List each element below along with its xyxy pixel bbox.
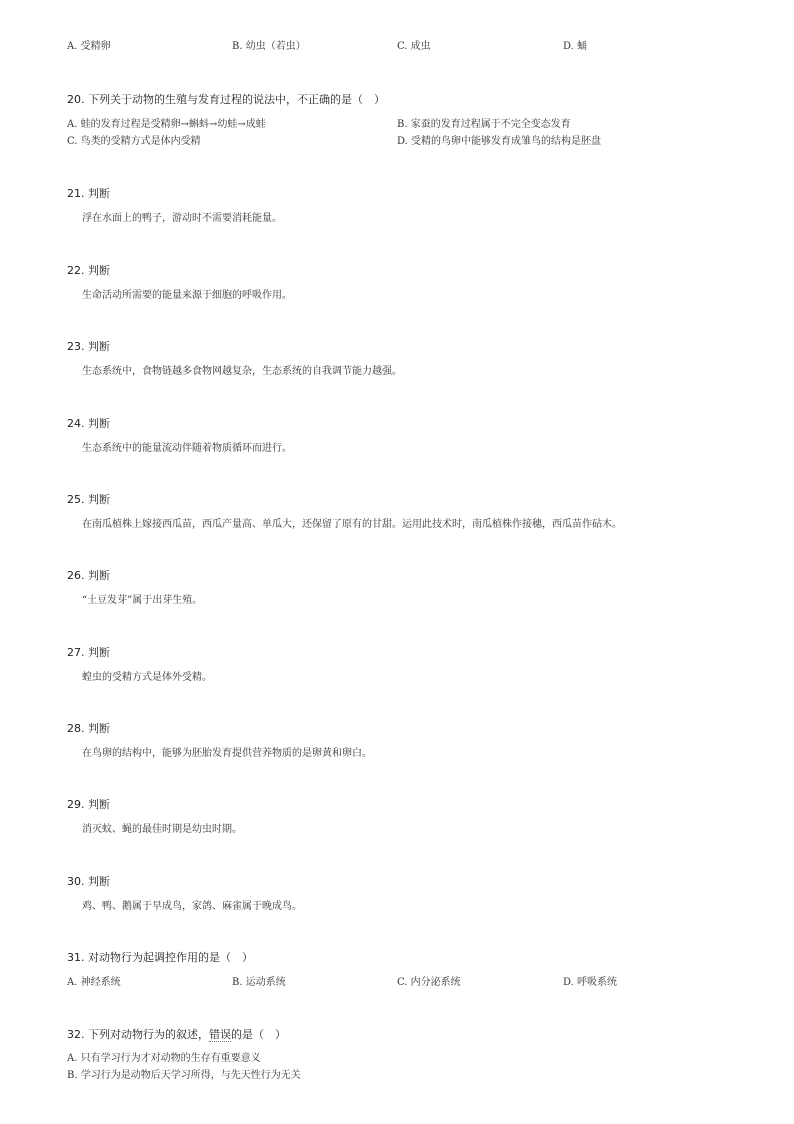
q29-title: 29. 判断 [67,798,110,811]
q23-title: 23. 判断 [67,340,110,353]
q24-title: 24. 判断 [67,417,110,430]
q21-statement: 浮在水面上的鸭子，游动时不需要消耗能量。 [82,213,282,224]
q31-option-b: B. 运动系统 [232,977,286,988]
q31-option-c: C. 内分泌系统 [397,977,461,988]
q21-title: 21. 判断 [67,187,110,200]
q19-option-c: C. 成虫 [397,41,431,52]
q31-title: 31. 对动物行为起调控作用的是（ ） [67,951,253,964]
q26-title: 26. 判断 [67,569,110,582]
q27-statement: 蝗虫的受精方式是体外受精。 [82,672,212,683]
q26-statement: “土豆发芽”属于出芽生殖。 [82,595,203,606]
q31-option-d: D. 呼吸系统 [563,977,618,988]
q32-title-tail: 的是（ ） [231,1028,286,1041]
q20-option-b: B. 家蚕的发育过程属于不完全变态发育 [397,119,571,130]
q19-option-d: D. 蛹 [563,41,588,52]
q32-option-a: A. 只有学习行为才对动物的生存有重要意义 [67,1053,261,1064]
q20-option-a: A. 蛙的发育过程是受精卵→蝌蚪→幼蛙→成蛙 [67,119,266,130]
q19-option-a: A. 受精卵 [67,41,111,52]
q19-option-b: B. 幼虫（若虫） [232,41,306,52]
q24-statement: 生态系统中的能量流动伴随着物质循环而进行。 [82,443,292,454]
q20-title: 20. 下列关于动物的生殖与发育过程的说法中，不正确的是（ ） [67,93,385,106]
q25-statement: 在南瓜植株上嫁接西瓜苗，西瓜产量高、单瓜大，还保留了原有的甘甜。运用此技术时，南瓜植株作接穗，西瓜苗作砧木。 [82,519,622,530]
q28-statement: 在鸟卵的结构中，能够为胚胎发育提供营养物质的是卵黄和卵白。 [82,748,372,759]
q22-statement: 生命活动所需要的能量来源于细胞的呼吸作用。 [82,290,292,301]
q29-statement: 消灭蚊、蝇的最佳时期是幼虫时期。 [82,824,242,835]
q30-title: 30. 判断 [67,875,110,888]
q32-title-lead: 32. 下列对动物行为的叙述， [67,1028,209,1041]
q32-title-emphasis: 错误 [209,1028,231,1041]
q32-title [67,1028,286,1042]
q28-title: 28. 判断 [67,722,110,735]
q30-statement: 鸡、鸭、鹅属于早成鸟，家鸽、麻雀属于晚成鸟。 [82,901,302,912]
q22-title: 22. 判断 [67,264,110,277]
q32-option-b: B. 学习行为是动物后天学习所得，与先天性行为无关 [67,1070,301,1081]
q23-statement: 生态系统中，食物链越多食物网越复杂，生态系统的自我调节能力越强。 [82,366,402,377]
q27-title: 27. 判断 [67,646,110,659]
q20-option-c: C. 鸟类的受精方式是体内受精 [67,136,201,147]
q20-option-d: D. 受精的鸟卵中能够发育成雏鸟的结构是胚盘 [397,136,602,147]
q25-title: 25. 判断 [67,493,110,506]
q31-option-a: A. 神经系统 [67,977,121,988]
